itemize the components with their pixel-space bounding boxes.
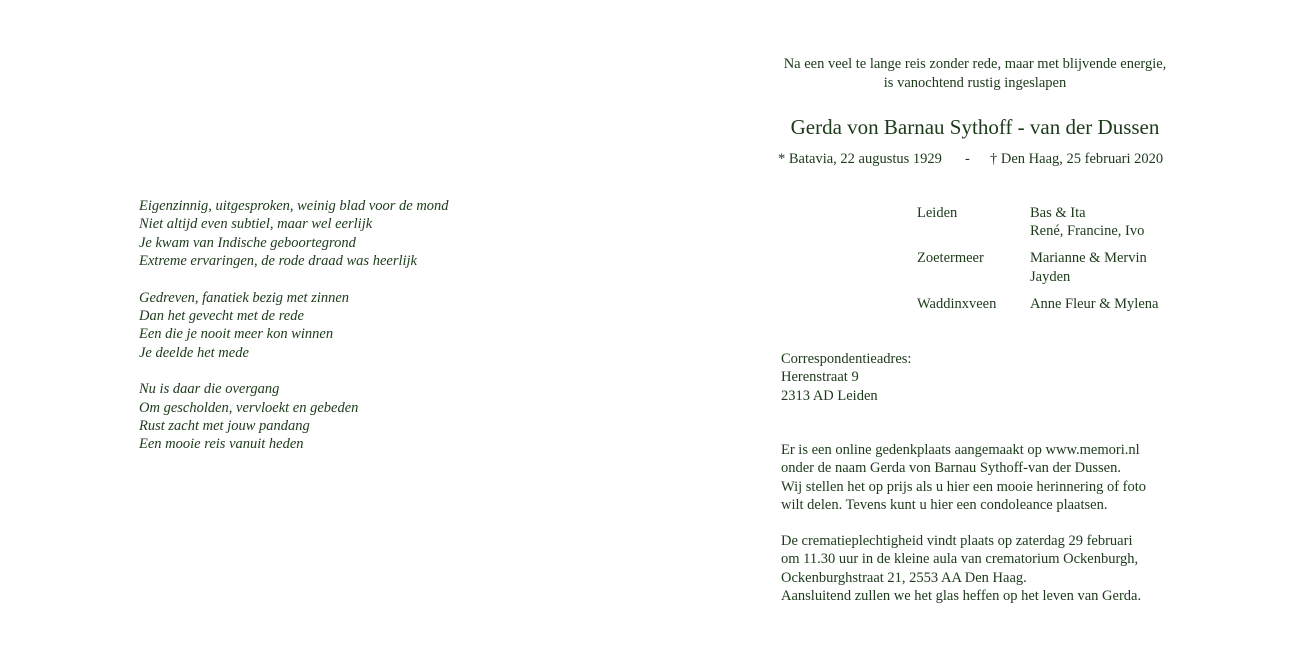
intro-line: Na een veel te lange reis zonder rede, maar met blijvende energie, bbox=[783, 56, 1167, 72]
online-line: Wij stellen het op prijs als u hier een mooie herinnering of foto bbox=[781, 478, 1147, 495]
family-name-line: Jayden bbox=[1030, 268, 1071, 285]
family-row bbox=[917, 249, 1177, 286]
poem-stanza bbox=[139, 197, 559, 271]
announcement-intro bbox=[760, 55, 1190, 93]
family-name-line: Marianne & Mervin bbox=[1030, 250, 1147, 267]
family-list bbox=[917, 204, 1177, 322]
address-heading: Correspondentieadres: bbox=[781, 351, 912, 367]
family-place: Zoetermeer bbox=[917, 250, 984, 267]
ceremony-text bbox=[781, 532, 1201, 606]
family-name-line: Anne Fleur & Mylena bbox=[1030, 295, 1159, 312]
poem-line: Om gescholden, vervloekt en gebeden bbox=[139, 399, 359, 416]
online-line: Er is een online gedenkplaats aangemaakt op www.memori.nl bbox=[781, 442, 1140, 458]
poem-line: Gedreven, fanatiek bezig met zinnen bbox=[139, 289, 350, 306]
birth-date: * Batavia, 22 augustus 1929 bbox=[778, 151, 942, 167]
poem-line: Niet altijd even subtiel, maar wel eerlijk bbox=[139, 216, 373, 233]
online-memorial-text bbox=[781, 441, 1201, 515]
family-row bbox=[917, 295, 1177, 313]
poem-line: Je kwam van Indische geboortegrond bbox=[139, 234, 356, 251]
online-line: onder de naam Gerda von Barnau Sythoff-van der Dussen. bbox=[781, 460, 1121, 477]
poem-line: Je deelde het mede bbox=[139, 344, 249, 361]
poem-line: Eigenzinnig, uitgesproken, weinig blad voor de mond bbox=[139, 198, 449, 214]
ceremony-line: om 11.30 uur in de kleine aula van crematorium Ockenburgh, bbox=[781, 551, 1139, 568]
family-name-line: Bas & Ita bbox=[1030, 205, 1086, 221]
correspondence-address bbox=[781, 350, 1081, 405]
poem-line: Extreme ervaringen, de rode draad was heerlijk bbox=[139, 253, 417, 270]
online-line: wilt delen. Tevens kunt u hier een condoleance plaatsen. bbox=[781, 497, 1108, 514]
family-row bbox=[917, 204, 1177, 241]
poem-line: Een mooie reis vanuit heden bbox=[139, 436, 304, 453]
poem-line: Nu is daar die overgang bbox=[139, 381, 280, 398]
family-names bbox=[1030, 249, 1147, 286]
family-names bbox=[1030, 204, 1144, 241]
address-street: Herenstraat 9 bbox=[781, 369, 859, 386]
date-separator: - bbox=[965, 151, 970, 167]
address-city: 2313 AD Leiden bbox=[781, 387, 878, 404]
poem bbox=[139, 197, 559, 472]
ceremony-line: Aansluitend zullen we het glas heffen op het leven van Gerda. bbox=[781, 588, 1142, 605]
poem-line: Dan het gevecht met de rede bbox=[139, 308, 304, 325]
family-names bbox=[1030, 295, 1158, 313]
ceremony-line: Ockenburghstraat 21, 2553 AA Den Haag. bbox=[781, 569, 1027, 586]
deceased-name: Gerda von Barnau Sythoff - van der Dussen bbox=[790, 115, 1160, 139]
ceremony-line: De crematieplechtigheid vindt plaats op zaterdag 29 februari bbox=[781, 533, 1133, 549]
poem-line: Rust zacht met jouw pandang bbox=[139, 418, 310, 435]
family-place: Waddinxveen bbox=[917, 295, 997, 312]
intro-line: is vanochtend rustig ingeslapen bbox=[883, 75, 1067, 91]
death-date: † Den Haag, 25 februari 2020 bbox=[990, 151, 1164, 167]
poem-stanza bbox=[139, 289, 559, 363]
family-name-line: René, Francine, Ivo bbox=[1030, 223, 1145, 240]
poem-stanza bbox=[139, 380, 559, 454]
family-place: Leiden bbox=[917, 205, 958, 221]
poem-line: Een die je nooit meer kon winnen bbox=[139, 326, 334, 343]
